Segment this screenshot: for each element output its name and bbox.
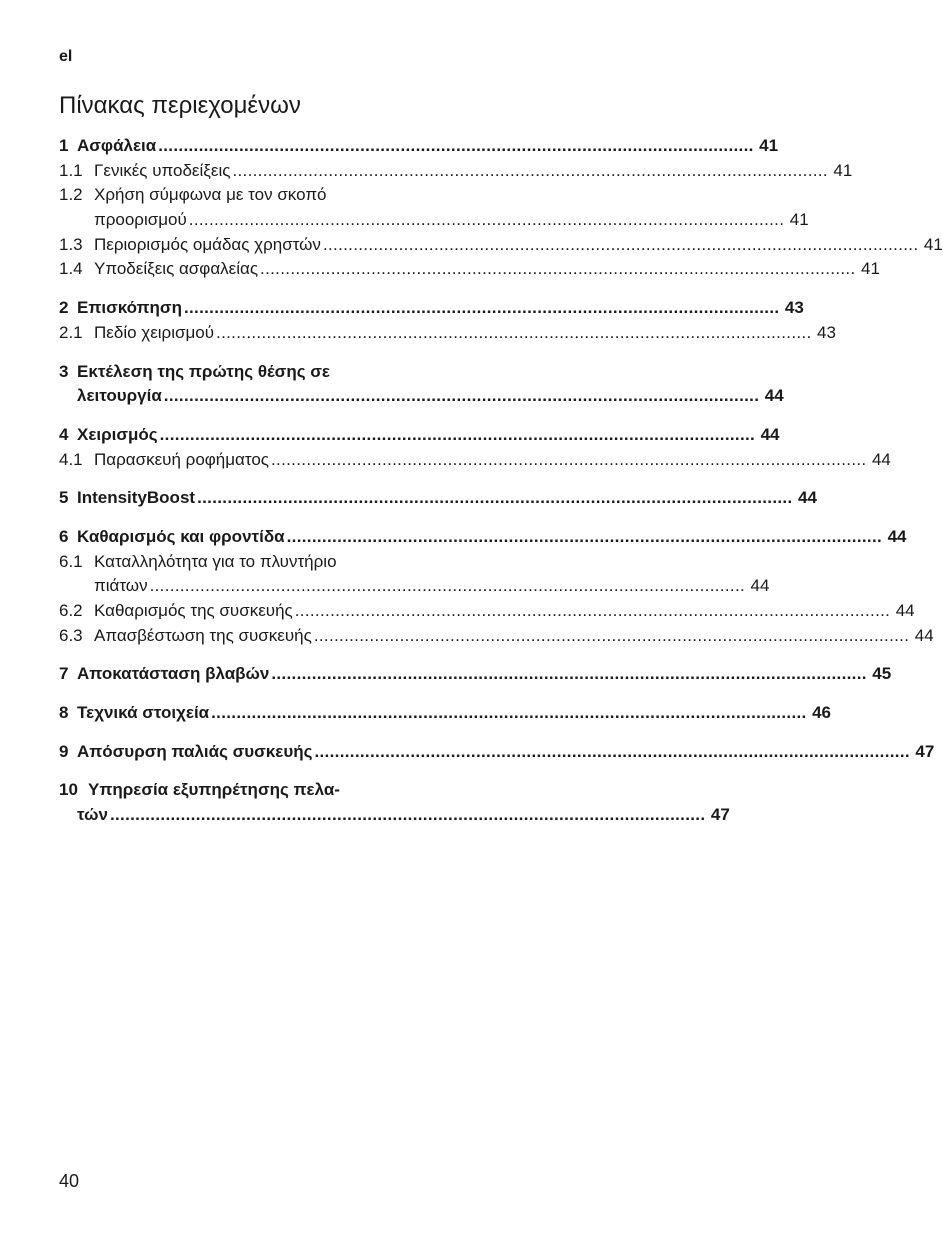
toc-chapter-entry[interactable] <box>59 740 935 765</box>
toc-subsection-entry[interactable] <box>59 257 880 282</box>
toc-entry-title: Απασβέστωση της συσκευής <box>94 625 312 645</box>
toc-dot-leader <box>314 624 907 649</box>
toc-entry-number: 1 <box>59 136 69 155</box>
toc-entry-title: Περιορισμός ομάδας χρηστών <box>94 234 321 254</box>
toc-chapter-entry[interactable] <box>59 701 831 726</box>
toc-dot-leader <box>189 208 782 233</box>
toc-entry-title: Καθαρισμός της συσκευής <box>94 601 293 620</box>
toc-entry-number: 1.2 <box>59 185 83 205</box>
toc-entry-number: 6.1 <box>59 551 83 571</box>
toc-entry-title: Χειρισμός <box>77 424 158 444</box>
toc-entry-title: πιάτων <box>94 576 148 596</box>
toc-entry-number: 9 <box>59 741 69 761</box>
toc-subsection-entry[interactable] <box>59 233 943 258</box>
toc-page-reference: 45 <box>872 664 892 684</box>
toc-dot-leader <box>271 662 864 687</box>
toc-subsection-entry[interactable] <box>59 550 770 599</box>
toc-subsection-entry[interactable] <box>59 624 934 649</box>
toc-dot-leader <box>314 740 907 765</box>
toc-dot-leader <box>216 321 809 346</box>
toc-entry-title: Καθαρισμός και φροντίδα <box>77 526 285 546</box>
toc-dot-leader <box>160 423 753 448</box>
toc-page-reference: 43 <box>817 322 836 342</box>
toc-page-reference: 44 <box>760 424 780 444</box>
toc-entry-title: Τεχνικά στοιχεία <box>77 703 210 723</box>
toc-entry-title: Ασφάλεια <box>77 136 157 155</box>
toc-entry-title: Εκτέλεση της πρώτης θέσης σε <box>77 361 330 381</box>
toc-section <box>59 740 935 765</box>
toc-chapter-entry[interactable] <box>59 486 817 511</box>
toc-entry-title: Αποκατάσταση βλαβών <box>77 664 270 684</box>
toc-entry-number: 1.4 <box>59 259 83 279</box>
toc-entry-number: 6.2 <box>59 601 83 620</box>
toc-dot-leader <box>232 159 825 184</box>
toc-dot-leader <box>211 701 804 726</box>
toc-page-reference: 41 <box>833 160 853 180</box>
toc-subsection-entry[interactable] <box>59 599 915 624</box>
toc-section <box>59 296 836 345</box>
toc-entry-number: 3 <box>59 361 69 381</box>
toc-page-reference: 41 <box>861 259 880 279</box>
toc-subsection-entry[interactable] <box>59 321 836 346</box>
toc-chapter-entry[interactable] <box>59 296 804 321</box>
toc-chapter-entry[interactable] <box>59 360 784 409</box>
toc-entry-title: τών <box>77 805 108 825</box>
toc-page-reference: 44 <box>895 601 915 620</box>
toc-page-reference: 44 <box>887 526 907 546</box>
toc-section <box>59 360 784 409</box>
toc-chapter-entry[interactable] <box>59 662 892 687</box>
toc-entry-title: Υπηρεσία εξυπηρέτησης πελα- <box>88 780 340 800</box>
toc-dot-leader <box>287 525 880 550</box>
toc-page-reference: 44 <box>764 386 784 406</box>
toc-entry-number: 10 <box>59 780 78 800</box>
toc-page-reference: 44 <box>914 625 934 645</box>
toc-entry-number: 8 <box>59 703 69 723</box>
toc-entry-number: 4 <box>59 424 69 444</box>
toc-page-reference: 44 <box>798 488 817 508</box>
toc-entry-title: προορισμού <box>94 210 187 230</box>
toc-dot-leader <box>184 296 777 321</box>
toc-section <box>59 778 730 827</box>
toc-page-reference: 46 <box>812 703 831 723</box>
toc-dot-leader <box>260 257 853 282</box>
toc-dot-leader <box>295 599 888 624</box>
toc-page-reference: 47 <box>915 741 935 761</box>
toc-subsection-entry[interactable] <box>59 159 853 184</box>
toc-subsection-entry[interactable] <box>59 448 891 473</box>
toc-entry-number: 7 <box>59 664 69 684</box>
toc-section <box>59 525 934 648</box>
toc-entry-title: Γενικές υποδείξεις <box>94 160 231 180</box>
toc-section <box>59 423 891 472</box>
language-code: el <box>59 48 73 65</box>
table-of-contents <box>59 134 943 842</box>
toc-entry-title: Καταλληλότητα για το πλυντήριο <box>94 551 337 571</box>
toc-page-reference: 44 <box>871 449 891 469</box>
toc-page-reference: 43 <box>784 298 804 318</box>
toc-section <box>59 662 892 687</box>
toc-chapter-entry[interactable] <box>59 778 730 827</box>
page-title: Πίνακας περιεχομένων <box>59 92 301 119</box>
toc-entry-title: Υποδείξεις ασφαλείας <box>94 259 259 279</box>
toc-entry-number: 6.3 <box>59 625 83 645</box>
toc-entry-title: Παρασκευή ροφήματος <box>94 449 269 469</box>
toc-entry-number: 2 <box>59 298 69 318</box>
toc-entry-title: Επισκόπηση <box>77 298 182 318</box>
toc-chapter-entry[interactable] <box>59 423 780 448</box>
toc-section <box>59 134 943 282</box>
toc-page-reference: 41 <box>923 234 943 254</box>
toc-entry-number: 4.1 <box>59 449 83 469</box>
toc-subsection-entry[interactable] <box>59 183 809 232</box>
toc-page-reference: 44 <box>750 576 770 596</box>
toc-dot-leader <box>150 574 743 599</box>
toc-entry-number: 2.1 <box>59 322 83 342</box>
toc-section <box>59 486 817 511</box>
toc-entry-title: Πεδίο χειρισμού <box>94 322 215 342</box>
toc-dot-leader <box>197 486 790 511</box>
toc-chapter-entry[interactable] <box>59 134 779 159</box>
toc-page-reference: 41 <box>759 136 779 155</box>
toc-entry-number: 1.1 <box>59 160 83 180</box>
toc-page-reference: 41 <box>789 210 809 230</box>
toc-entry-number: 6 <box>59 526 69 546</box>
toc-page-reference: 47 <box>710 805 730 825</box>
toc-entry-title: Απόσυρση παλιάς συσκευής <box>77 741 313 761</box>
toc-dot-leader <box>110 803 703 828</box>
toc-dot-leader <box>164 384 757 409</box>
toc-entry-title: Χρήση σύμφωνα με τον σκοπό <box>94 185 327 205</box>
toc-dot-leader <box>323 233 916 258</box>
toc-entry-title: IntensityBoost <box>77 488 196 508</box>
page-number: 40 <box>59 1171 80 1191</box>
toc-dot-leader <box>271 448 864 473</box>
toc-entry-number: 5 <box>59 488 69 508</box>
toc-chapter-entry[interactable] <box>59 525 907 550</box>
toc-entry-title: λειτουργία <box>77 386 162 406</box>
toc-entry-number: 1.3 <box>59 234 83 254</box>
toc-section <box>59 701 831 726</box>
toc-dot-leader <box>158 134 751 159</box>
